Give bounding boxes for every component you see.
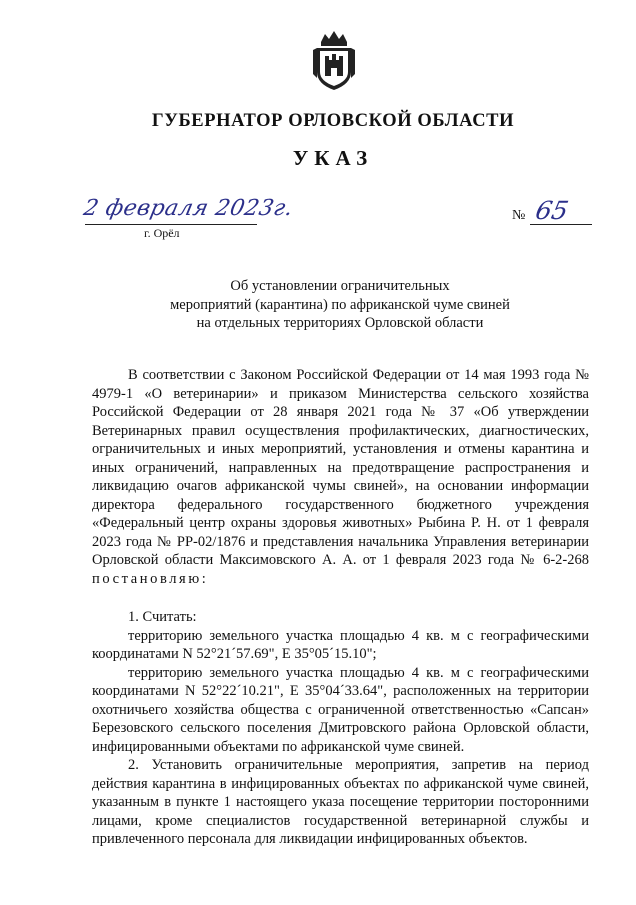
decree-word: постановляю:: [92, 570, 209, 587]
preamble-text: В соответствии с Законом Российской Федерации от 14 мая 1993 года № 4979-1 «О ветеринарии» и приказом Министерства сельского хозяйства Российской Федерации от 28 января 2021 года № 37 «Об утверждении Ветеринарных правил осуществления профилактических, диагностических, ограничительных и иных мероприятий, установления и отмены карантина и иных ограничений, направленных на предотвращение распространения и ликвидацию очагов африканской чумы свиней», на основании информации директора федерального государственного бюджетного учреждения «Федеральный центр охраны здоровья животных» Рыбина Р. Н. от 1 февраля 2023 года № РР-02/1876 и представления начальника Управления ветеринарии Орловской области Максимовского А. А. от 1 февраля 2023 года № 6-2-268: [92, 367, 589, 568]
number-label: №: [512, 208, 526, 223]
number-underline: [530, 224, 592, 225]
title-line: на отдельных территориях Орловской области: [196, 315, 484, 331]
document-type: УКАЗ: [292, 146, 374, 170]
issuing-authority: ГУБЕРНАТОР ОРЛОВСКОЙ ОБЛАСТИ: [151, 111, 515, 131]
item-1-heading: 1. Считать:: [128, 609, 197, 625]
title-line: Об установлении ограничительных: [230, 278, 450, 294]
decree-body: [92, 366, 589, 849]
handwritten-number: 65: [532, 196, 571, 225]
title-line: мероприятий (карантина) по африканской чуме свиней: [170, 296, 510, 313]
handwritten-date: 2 февраля 2023г.: [81, 196, 296, 221]
item-1-territory-b: территорию земельного участка площадью 4 кв. м с географическими координатами N 52°22´10.21", E 35°04´33.64", расположенных на территории охотничьего хозяйства общества с ограниченной ответственностью «Сапсан» Березовского сельского поселения Дмитровского района Орловской области, инфицированными объектами по африканской чуме свиней.: [92, 664, 589, 755]
issue-city: г. Орёл: [144, 226, 180, 240]
preamble-paragraph: [92, 366, 589, 588]
item-1-territory-a: территорию земельного участка площадью 4 кв. м с географическими координатами N 52°21´57.69", E 35°05´15.10";: [92, 627, 589, 662]
decree-title: [120, 277, 560, 333]
item-2-paragraph: 2. Установить ограничительные мероприятия, запретив на период действия карантина в инфицированных объектах по африканской чуме свиней, указанным в пункте 1 настоящего указа посещение территории посторонними лицами, кроме специалистов государственной ветеринарной службы и привлеченного персонала для ликвидации инфицированных объектов.: [92, 757, 589, 847]
coat-of-arms-icon: [311, 28, 357, 92]
date-underline: [85, 224, 257, 225]
